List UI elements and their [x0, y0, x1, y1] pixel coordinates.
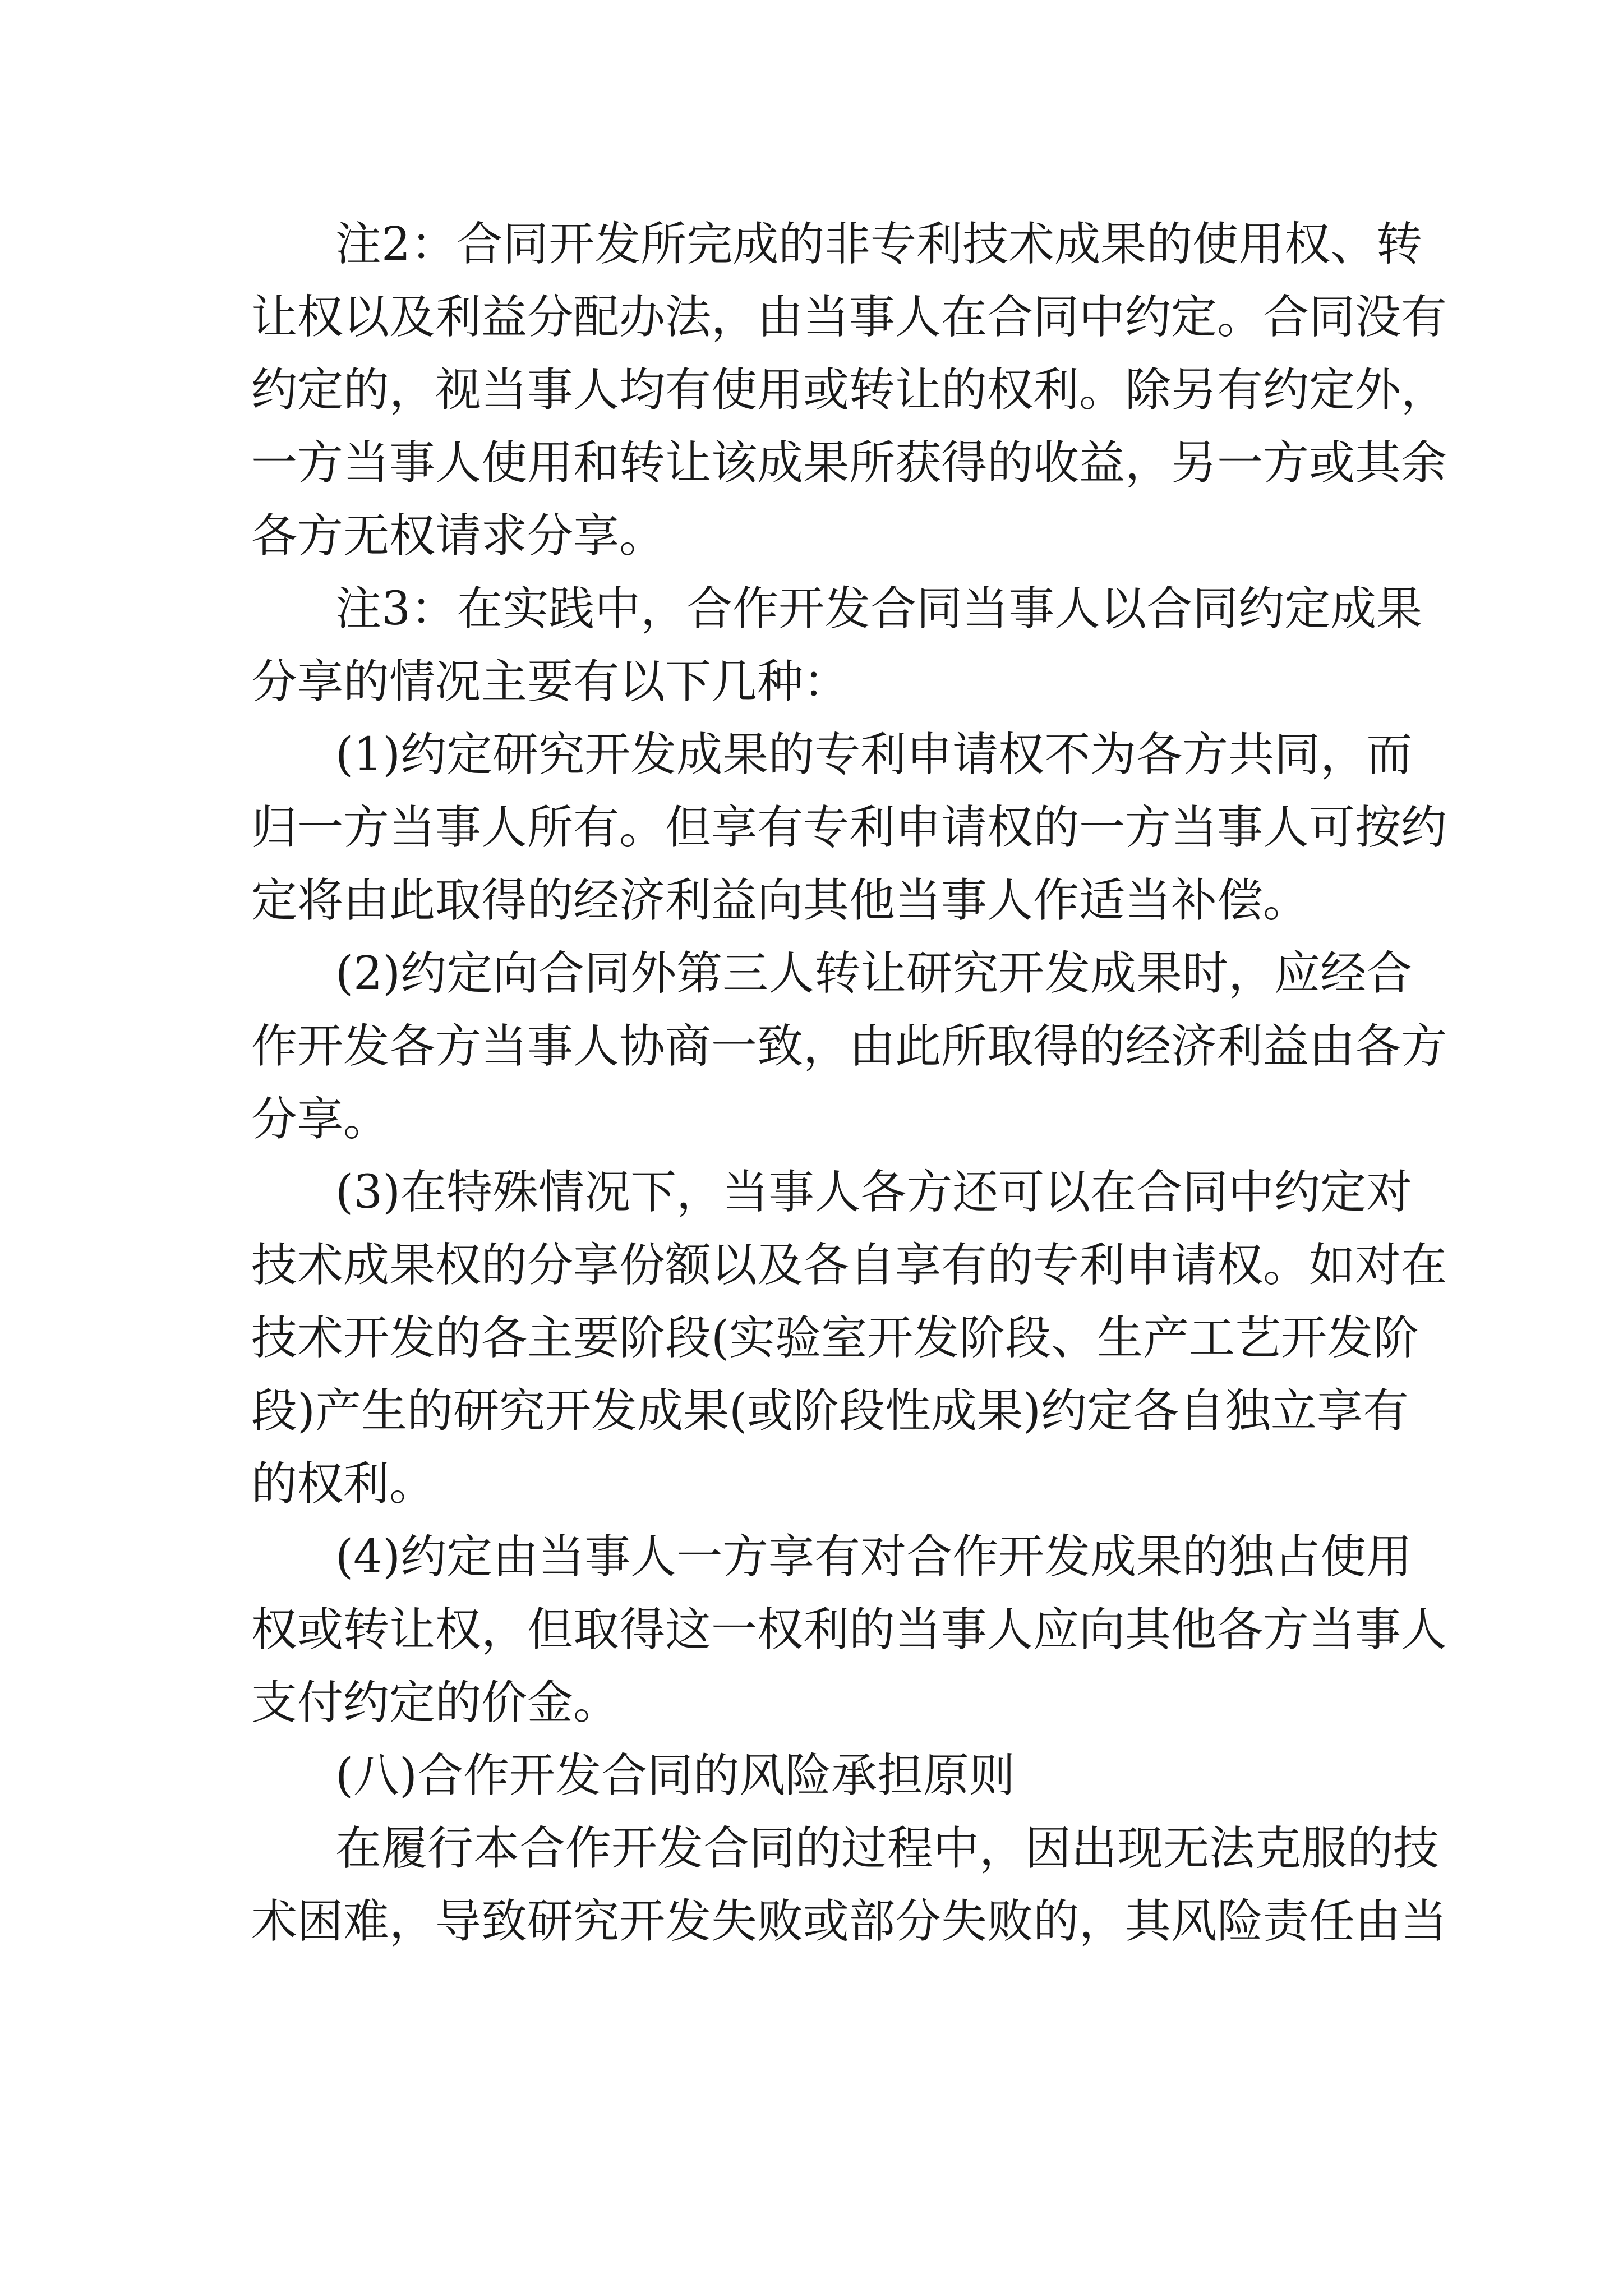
text-line: 权或转让权，但取得这一权利的当事人应向其他各方当事人 [251, 1603, 1447, 1657]
text-line: 的权利。 [251, 1457, 436, 1511]
text-line: 作开发各方当事人协商一致，由此所取得的经济利益由各方 [251, 1020, 1447, 1073]
section-heading: (八)合作开发合同的风险承担原则 [335, 1749, 1015, 1802]
text-line: 一方当事人使用和转让该成果所获得的收益，另一方或其余 [251, 436, 1447, 490]
text-line: 归一方当事人所有。但享有专利申请权的一方当事人可按约 [251, 801, 1447, 854]
text-line: 各方无权请求分享。 [251, 509, 666, 563]
text-line: 在履行本合作开发合同的过程中，因出现无法克服的技 [335, 1822, 1440, 1875]
text-line: 约定的，视当事人均有使用或转让的权利。除另有约定外， [251, 364, 1447, 417]
text-line: 注2：合同开发所完成的非专利技术成果的使用权、转 [335, 218, 1423, 271]
text-line: (4)约定由当事人一方享有对合作开发成果的独占使用 [335, 1530, 1413, 1584]
text-line: (1)约定研究开发成果的专利申请权不为各方共同，而 [335, 728, 1413, 781]
text-line: 技术成果权的分享份额以及各自享有的专利申请权。如对在 [251, 1239, 1447, 1292]
text-line: 技术开发的各主要阶段(实验室开发阶段、生产工艺开发阶 [251, 1312, 1419, 1365]
text-line: 定将由此取得的经济利益向其他当事人作适当补偿。 [251, 874, 1310, 927]
text-line: 注3：在实践中，合作开发合同当事人以合同约定成果 [335, 582, 1423, 636]
text-line: 术困难，导致研究开发失败或部分失败的，其风险责任由当 [251, 1895, 1447, 1948]
text-line: 分享。 [251, 1093, 390, 1146]
text-line: 让权以及利益分配办法，由当事人在合同中约定。合同没有 [251, 291, 1447, 344]
text-line: (2)约定向合同外第三人转让研究开发成果时，应经合 [335, 947, 1413, 1000]
text-line: 支付约定的价金。 [251, 1676, 620, 1729]
text-line: 分享的情况主要有以下几种： [251, 655, 850, 708]
text-line: (3)在特殊情况下，当事人各方还可以在合同中约定对 [335, 1166, 1413, 1219]
text-line: 段)产生的研究开发成果(或阶段性成果)约定各自独立享有 [251, 1384, 1409, 1438]
